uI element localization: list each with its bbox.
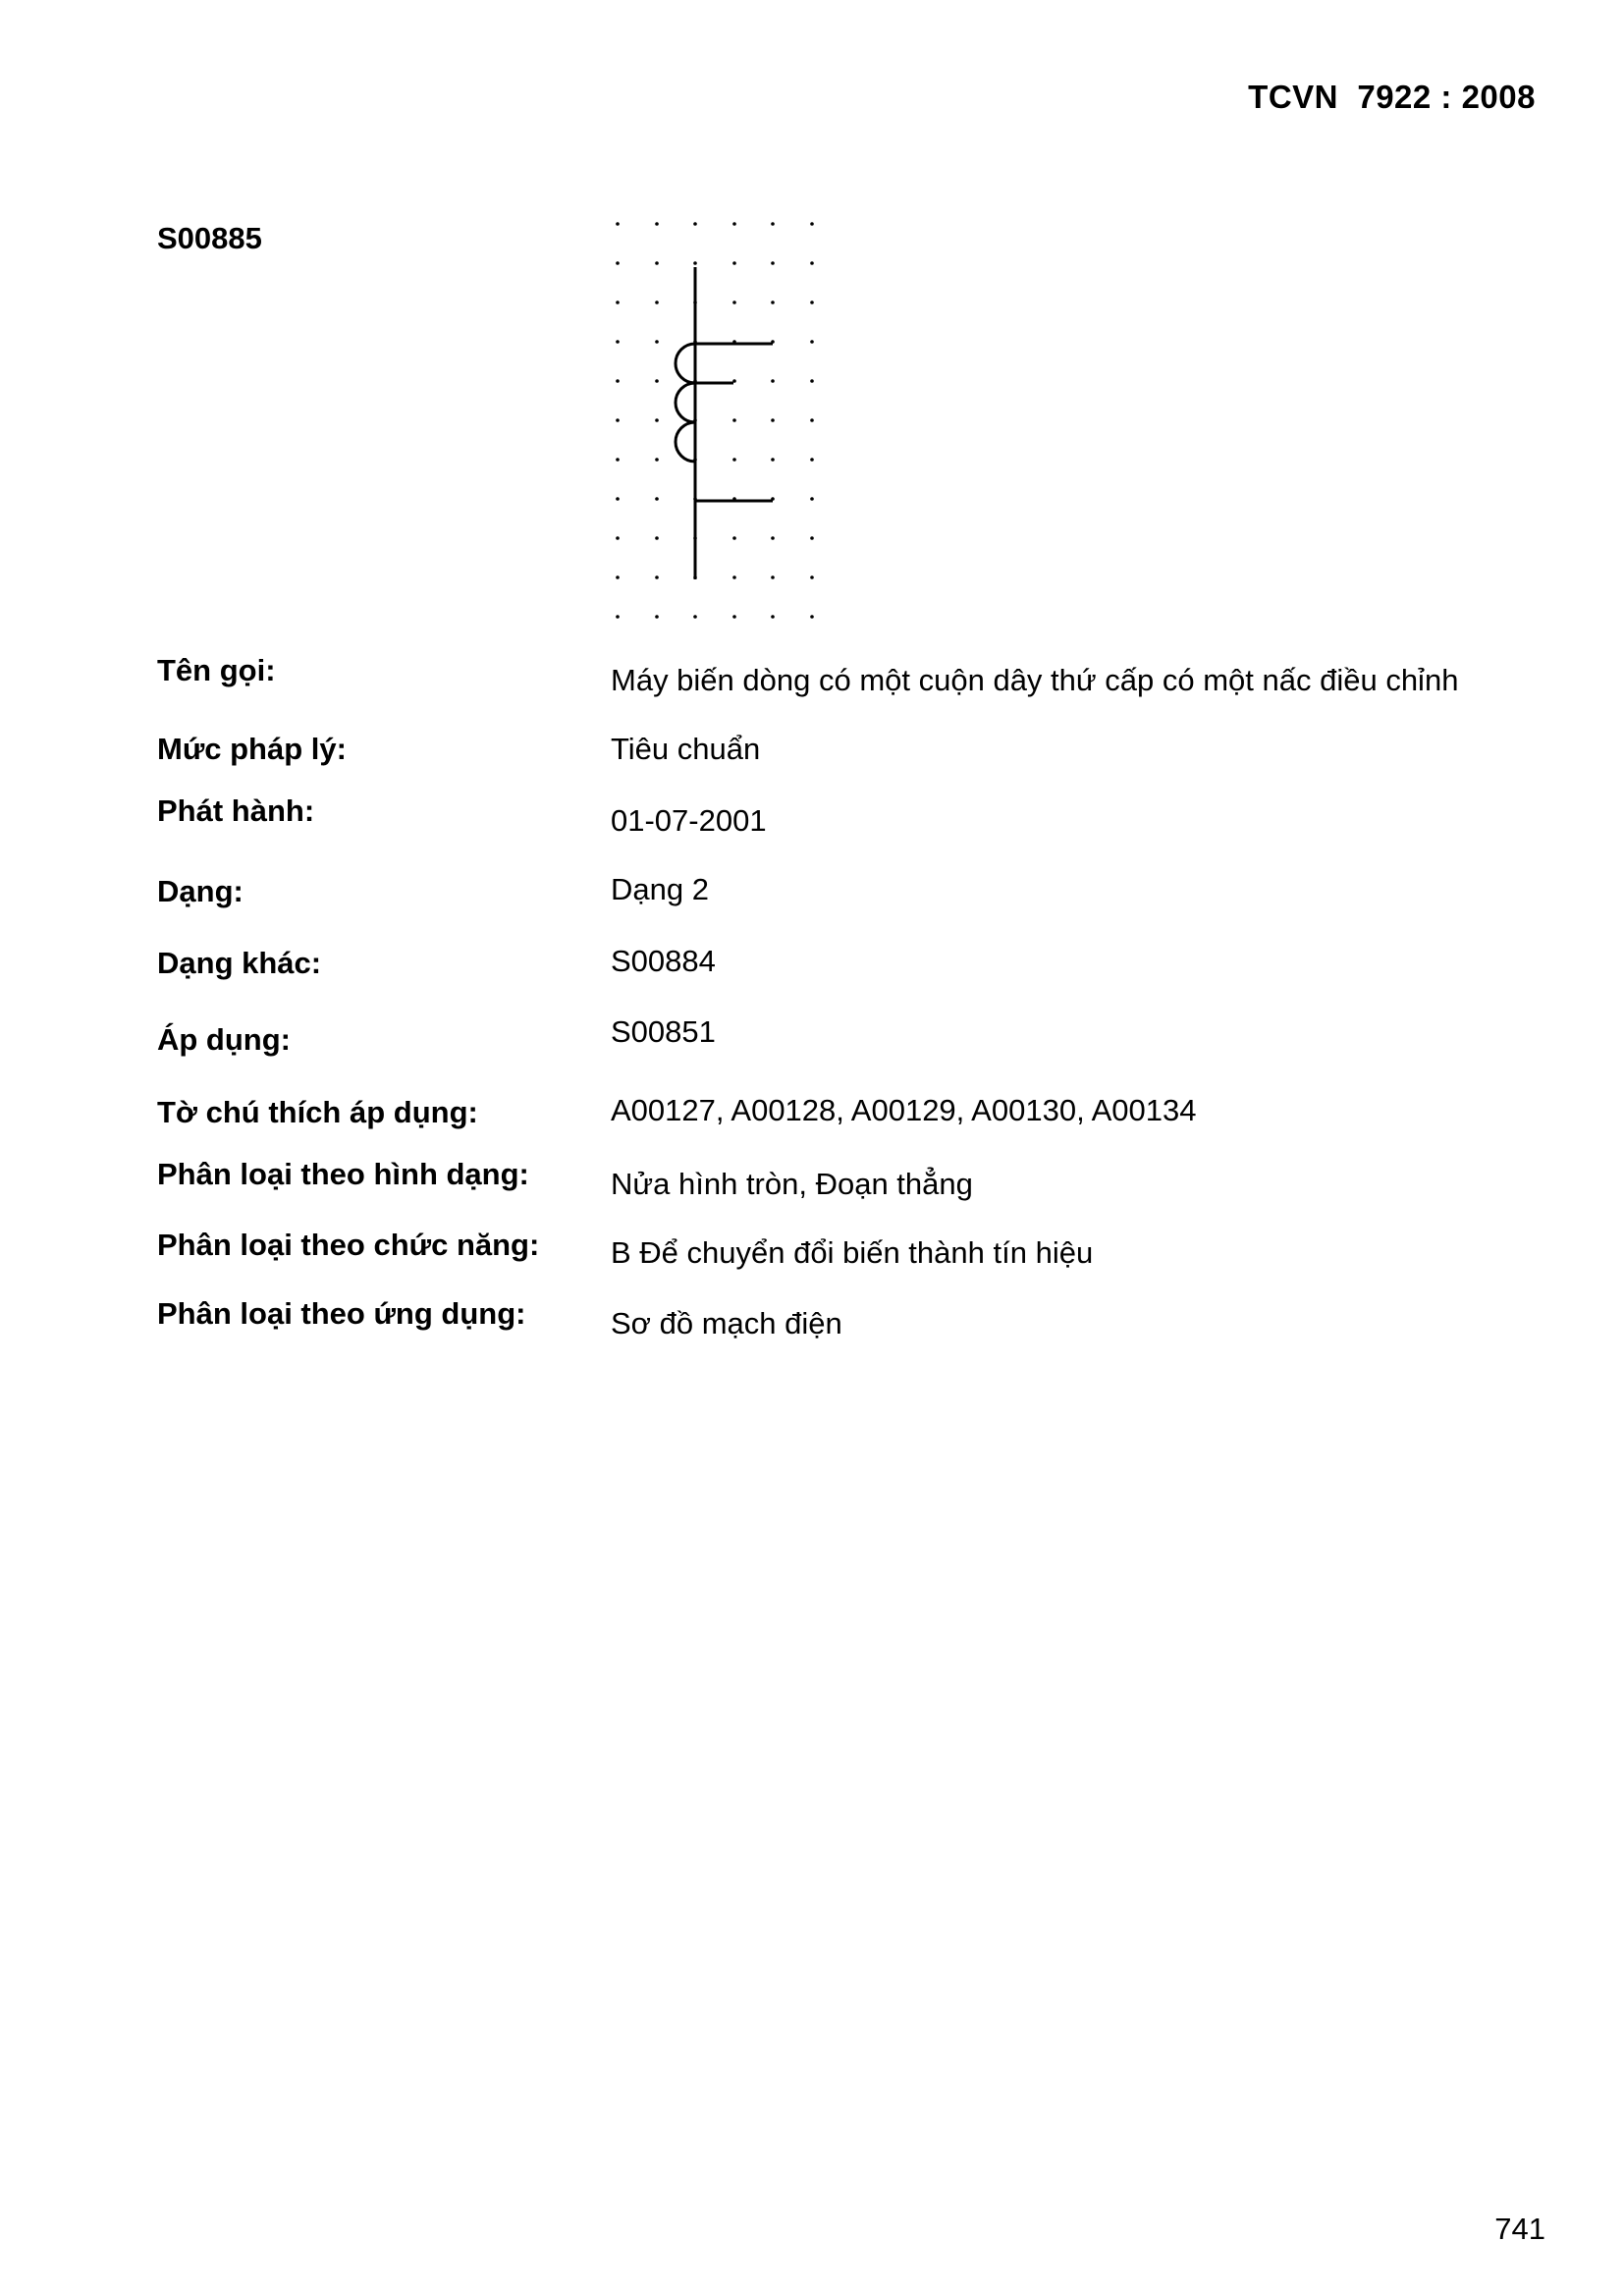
- grid-dot: [655, 575, 659, 579]
- grid-dot: [732, 575, 736, 579]
- grid-dot: [655, 261, 659, 265]
- grid-dot: [616, 418, 620, 422]
- grid-dot: [655, 418, 659, 422]
- grid-dot: [810, 575, 814, 579]
- grid-dot: [810, 536, 814, 540]
- grid-dot: [616, 458, 620, 462]
- grid-dot: [655, 497, 659, 501]
- prop-label-application-notes: Tờ chú thích áp dụng:: [157, 1095, 478, 1129]
- prop-label-form: Dạng:: [157, 874, 244, 908]
- prop-label-application-class: Phân loại theo ứng dụng:: [157, 1296, 526, 1331]
- grid-dot: [693, 261, 697, 265]
- grid-dot: [616, 222, 620, 226]
- grid-dot: [810, 418, 814, 422]
- grid-dot: [810, 458, 814, 462]
- prop-value-function-class: B Để chuyển đổi biến thành tín hiệu: [611, 1235, 1094, 1270]
- grid-dot: [655, 615, 659, 619]
- prop-label-issued: Phát hành:: [157, 793, 315, 828]
- prop-value-name: Máy biến dòng có một cuộn dây thứ cấp có một nấc điều chỉnh: [611, 663, 1459, 697]
- prop-value-other-form: S00884: [611, 944, 716, 978]
- prop-label-shape-class: Phân loại theo hình dạng:: [157, 1157, 529, 1191]
- grid-dot: [655, 222, 659, 226]
- grid-dot: [771, 458, 775, 462]
- grid-dot: [655, 536, 659, 540]
- grid-dot: [732, 301, 736, 304]
- prop-label-name: Tên gọi:: [157, 653, 276, 687]
- grid-dot: [732, 261, 736, 265]
- grid-dot: [810, 222, 814, 226]
- current-transformer-symbol-icon: [594, 206, 830, 629]
- grid-dot: [771, 222, 775, 226]
- grid-dot: [810, 615, 814, 619]
- grid-dot: [732, 418, 736, 422]
- grid-dot: [655, 458, 659, 462]
- prop-label-applies: Áp dụng:: [157, 1022, 292, 1057]
- prop-label-legal-level: Mức pháp lý:: [157, 732, 347, 766]
- grid-dots: [616, 222, 814, 619]
- prop-value-legal-level: Tiêu chuẩn: [611, 732, 761, 766]
- grid-dot: [810, 379, 814, 383]
- prop-value-form: Dạng 2: [611, 872, 709, 906]
- grid-dot: [616, 536, 620, 540]
- grid-dot: [616, 379, 620, 383]
- grid-dot: [771, 301, 775, 304]
- grid-dot: [616, 340, 620, 344]
- grid-dot: [732, 615, 736, 619]
- grid-dot: [616, 261, 620, 265]
- grid-dot: [693, 222, 697, 226]
- grid-dot: [616, 497, 620, 501]
- grid-dot: [616, 615, 620, 619]
- prop-label-function-class: Phân loại theo chức năng:: [157, 1228, 540, 1262]
- grid-dot: [732, 536, 736, 540]
- grid-dot: [771, 575, 775, 579]
- grid-dot: [732, 458, 736, 462]
- grid-dot: [732, 222, 736, 226]
- symbol-code: S00885: [157, 221, 262, 255]
- prop-value-application-class: Sơ đồ mạch điện: [611, 1306, 842, 1340]
- grid-dot: [810, 301, 814, 304]
- secondary-winding: [676, 344, 695, 462]
- grid-dot: [693, 615, 697, 619]
- prop-value-applies: S00851: [611, 1014, 716, 1049]
- prop-value-application-notes: A00127, A00128, A00129, A00130, A00134: [611, 1093, 1197, 1127]
- prop-value-shape-class: Nửa hình tròn, Đoạn thẳng: [611, 1167, 973, 1201]
- page-number: 741: [1494, 2212, 1545, 2246]
- grid-dot: [771, 615, 775, 619]
- symbol-strokes: [676, 267, 773, 579]
- grid-dot: [655, 340, 659, 344]
- grid-dot: [771, 536, 775, 540]
- grid-dot: [616, 301, 620, 304]
- grid-dot: [771, 261, 775, 265]
- grid-dot: [810, 340, 814, 344]
- prop-label-other-form: Dạng khác:: [157, 946, 322, 980]
- grid-dot: [810, 261, 814, 265]
- prop-value-issued: 01-07-2001: [611, 803, 767, 838]
- grid-dot: [655, 301, 659, 304]
- standard-header: TCVN 7922 : 2008: [1248, 79, 1536, 115]
- grid-dot: [616, 575, 620, 579]
- grid-dot: [655, 379, 659, 383]
- grid-dot: [771, 418, 775, 422]
- grid-dot: [771, 379, 775, 383]
- grid-dot: [810, 497, 814, 501]
